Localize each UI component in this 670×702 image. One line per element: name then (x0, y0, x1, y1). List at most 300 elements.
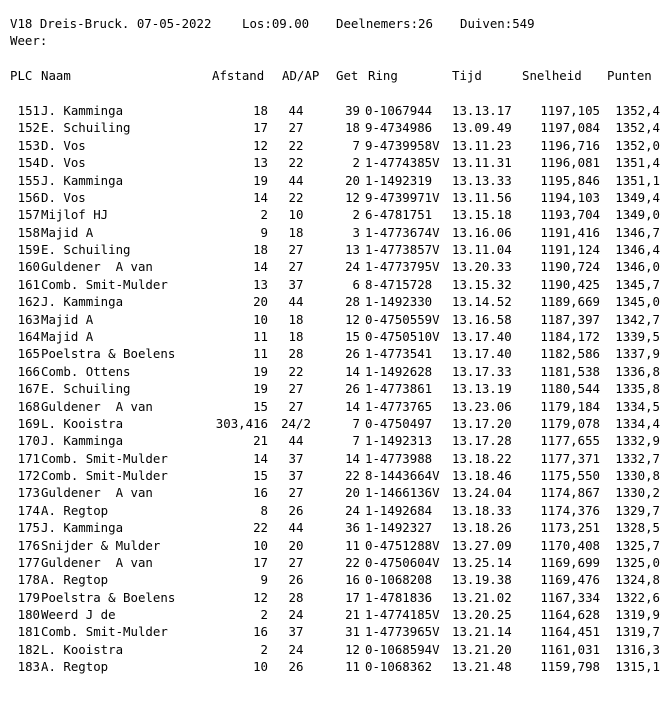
cell-plc: 176 (17, 537, 40, 553)
release-time: Los:09.00 (242, 16, 310, 31)
cell-ring: 1-1492330 (365, 294, 433, 310)
cell-ring: 1-1466136V (365, 485, 440, 501)
cell-snelheid: 1191,124 (540, 242, 600, 257)
cell-tijd: 13.15.32 (452, 276, 512, 292)
cell-tijd: 13.24.04 (452, 485, 512, 501)
cell-snelheid: 1187,397 (540, 311, 600, 327)
cell-get: 22 (345, 554, 360, 570)
cell-punten: 1332,7 (615, 450, 660, 466)
cell-get: 12 (345, 311, 360, 327)
cell-naam: Majid A (41, 328, 94, 344)
cell-naam: J. Kamminga (41, 103, 124, 118)
cell-snelheid: 1190,724 (540, 259, 600, 275)
cell-naam: Poelstra & Boelens (41, 589, 176, 605)
cell-adap: 22 (288, 363, 304, 379)
cell-get: 20 (345, 485, 360, 501)
cell-ring: 9-4739958V (365, 137, 440, 153)
cell-tijd: 13.18.33 (452, 502, 512, 518)
cell-afstand: 14 (253, 259, 268, 275)
cell-adap: 27 (288, 242, 304, 257)
cell-plc: 165 (17, 346, 40, 362)
cell-naam: Comb. Smit-Mulder (41, 450, 168, 466)
cell-snelheid: 1179,184 (540, 398, 600, 414)
cell-snelheid: 1164,451 (540, 624, 600, 640)
cell-snelheid: 1161,031 (540, 641, 600, 657)
cell-snelheid: 1194,103 (540, 189, 600, 205)
cell-get: 7 (352, 137, 360, 153)
cell-afstand: 10 (253, 311, 268, 327)
cell-plc: 153 (17, 137, 40, 153)
cell-plc: 166 (17, 363, 40, 379)
cell-afstand: 2 (260, 607, 268, 622)
cell-get: 18 (345, 120, 360, 136)
cell-get: 26 (345, 346, 360, 362)
cell-get: 14 (345, 363, 360, 379)
cell-naam: Guldener A van (41, 554, 153, 570)
pigeon-count: Duiven:549 (460, 16, 535, 31)
cell-ring: 0-4750559V (365, 311, 440, 327)
cell-tijd: 13.17.33 (452, 363, 512, 379)
cell-tijd: 13.13.17 (452, 103, 512, 118)
cell-punten: 1330,2 (615, 485, 660, 501)
cell-adap: 18 (288, 328, 304, 344)
cell-snelheid: 1196,081 (540, 155, 600, 171)
col-get: Get (336, 68, 359, 83)
cell-get: 26 (345, 381, 360, 397)
race-title: V18 Dreis-Bruck. 07-05-2022 (10, 16, 212, 31)
cell-snelheid: 1182,586 (540, 346, 600, 362)
cell-get: 14 (345, 398, 360, 414)
cell-get: 16 (345, 572, 360, 588)
cell-ring: 1-1492684 (365, 502, 433, 518)
cell-tijd: 13.11.23 (452, 137, 512, 153)
cell-afstand: 17 (253, 120, 268, 136)
cell-get: 31 (345, 624, 360, 640)
cell-tijd: 13.23.06 (452, 398, 512, 414)
cell-naam: Guldener A van (41, 485, 153, 501)
cell-naam: Weerd J de (41, 607, 116, 622)
cell-snelheid: 1177,655 (540, 433, 600, 449)
cell-ring: 1-4773988 (365, 450, 433, 466)
cell-snelheid: 1169,476 (540, 572, 600, 588)
cell-ring: 1-4773861 (365, 381, 433, 397)
cell-punten: 1337,9 (615, 346, 660, 362)
cell-get: 6 (352, 276, 360, 292)
cell-plc: 159 (17, 242, 40, 257)
cell-punten: 1345,0 (615, 294, 660, 310)
cell-plc: 168 (17, 398, 40, 414)
cell-snelheid: 1169,699 (540, 554, 600, 570)
cell-punten: 1322,6 (615, 589, 660, 605)
cell-ring: 1-4774185V (365, 607, 440, 622)
cell-get: 14 (345, 450, 360, 466)
cell-ring: 1-1492313 (365, 433, 433, 449)
cell-adap: 24 (288, 641, 304, 657)
cell-naam: L. Kooistra (41, 641, 124, 657)
cell-punten: 1352,4 (615, 120, 660, 136)
cell-adap: 44 (288, 103, 304, 118)
cell-snelheid: 1167,334 (540, 589, 600, 605)
cell-punten: 1334,5 (615, 398, 660, 414)
cell-adap: 27 (288, 554, 304, 570)
cell-snelheid: 1175,550 (540, 468, 600, 483)
cell-tijd: 13.11.31 (452, 155, 512, 171)
cell-plc: 172 (17, 468, 40, 483)
cell-snelheid: 1174,376 (540, 502, 600, 518)
cell-ring: 1-4773795V (365, 259, 440, 275)
cell-snelheid: 1196,716 (540, 137, 600, 153)
cell-get: 21 (345, 607, 360, 622)
cell-plc: 158 (17, 224, 40, 240)
cell-plc: 175 (17, 520, 40, 536)
cell-tijd: 13.19.38 (452, 572, 512, 588)
cell-punten: 1315,1 (615, 659, 660, 675)
cell-naam: Comb. Smit-Mulder (41, 624, 168, 640)
cell-punten: 1319,7 (615, 624, 660, 640)
cell-tijd: 13.18.46 (452, 468, 512, 483)
cell-adap: 44 (288, 433, 304, 449)
cell-adap: 20 (288, 537, 304, 553)
cell-naam: A. Regtop (41, 572, 109, 588)
cell-snelheid: 1180,544 (540, 381, 600, 397)
cell-get: 28 (345, 294, 360, 310)
cell-ring: 1-4774385V (365, 155, 440, 171)
col-tijd: Tijd (452, 68, 482, 83)
cell-ring: 1-4773674V (365, 224, 440, 240)
cell-naam: E. Schuiling (41, 381, 131, 397)
cell-naam: Mijlof HJ (41, 207, 109, 223)
cell-plc: 180 (17, 607, 40, 622)
cell-plc: 183 (17, 659, 40, 675)
cell-afstand: 11 (253, 328, 268, 344)
cell-snelheid: 1173,251 (540, 520, 600, 536)
cell-tijd: 13.14.52 (452, 294, 512, 310)
col-afstand: Afstand (212, 68, 265, 83)
cell-adap: 27 (288, 381, 304, 397)
cell-naam: Guldener A van (41, 259, 153, 275)
cell-snelheid: 1170,408 (540, 537, 600, 553)
cell-tijd: 13.18.26 (452, 520, 512, 536)
cell-punten: 1351,4 (615, 155, 660, 171)
cell-ring: 1-4773965V (365, 624, 440, 640)
col-adap: AD/AP (282, 68, 320, 83)
cell-get: 12 (345, 641, 360, 657)
cell-plc: 174 (17, 502, 40, 518)
cell-afstand: 12 (253, 137, 268, 153)
cell-get: 7 (352, 415, 360, 431)
cell-plc: 163 (17, 311, 40, 327)
col-naam: Naam (41, 68, 71, 83)
cell-ring: 0-1068208 (365, 572, 433, 588)
cell-snelheid: 1177,371 (540, 450, 600, 466)
cell-afstand: 14 (253, 450, 268, 466)
cell-afstand: 2 (260, 207, 268, 223)
cell-punten: 1332,9 (615, 433, 660, 449)
cell-get: 24 (345, 502, 360, 518)
cell-tijd: 13.27.09 (452, 537, 512, 553)
cell-adap: 44 (288, 520, 304, 536)
cell-punten: 1339,5 (615, 328, 660, 344)
cell-punten: 1330,8 (615, 468, 660, 483)
cell-snelheid: 1195,846 (540, 172, 600, 188)
cell-snelheid: 1193,704 (540, 207, 600, 223)
cell-afstand: 19 (253, 363, 268, 379)
cell-adap: 22 (288, 137, 304, 153)
cell-adap: 37 (288, 276, 304, 292)
cell-snelheid: 1174,867 (540, 485, 600, 501)
cell-get: 7 (352, 433, 360, 449)
cell-snelheid: 1197,084 (540, 120, 600, 136)
cell-naam: J. Kamminga (41, 294, 124, 310)
cell-naam: J. Kamminga (41, 433, 124, 449)
cell-punten: 1325,0 (615, 554, 660, 570)
cell-punten: 1329,7 (615, 502, 660, 518)
cell-ring: 9-4734986 (365, 120, 433, 136)
cell-get: 2 (352, 207, 360, 223)
cell-adap: 10 (288, 207, 304, 223)
cell-ring: 1-1492319 (365, 172, 433, 188)
cell-ring: 0-1067944 (365, 103, 433, 118)
cell-plc: 178 (17, 572, 40, 588)
cell-get: 3 (352, 224, 360, 240)
cell-ring: 1-4781836 (365, 589, 433, 605)
cell-naam: D. Vos (41, 137, 86, 153)
cell-ring: 0-4751288V (365, 537, 440, 553)
cell-afstand: 16 (253, 485, 268, 501)
cell-plc: 171 (17, 450, 40, 466)
cell-naam: Majid A (41, 311, 94, 327)
cell-naam: Comb. Smit-Mulder (41, 276, 168, 292)
cell-naam: E. Schuiling (41, 120, 131, 136)
cell-punten: 1325,7 (615, 537, 660, 553)
cell-naam: Comb. Smit-Mulder (41, 468, 168, 483)
cell-afstand: 13 (253, 276, 268, 292)
cell-afstand: 10 (253, 537, 268, 553)
cell-afstand: 16 (253, 624, 268, 640)
cell-plc: 161 (17, 276, 40, 292)
cell-tijd: 13.09.49 (452, 120, 512, 136)
cell-tijd: 13.20.25 (452, 607, 512, 622)
cell-afstand: 14 (253, 189, 268, 205)
cell-tijd: 13.15.18 (452, 207, 512, 223)
cell-get: 11 (345, 537, 360, 553)
cell-naam: J. Kamminga (41, 172, 124, 188)
cell-afstand: 19 (253, 381, 268, 397)
cell-adap: 18 (288, 224, 304, 240)
cell-punten: 1352,0 (615, 137, 660, 153)
cell-tijd: 13.17.40 (452, 328, 512, 344)
cell-snelheid: 1191,416 (540, 224, 600, 240)
cell-ring: 8-4715728 (365, 276, 433, 292)
cell-afstand: 9 (260, 224, 268, 240)
cell-tijd: 13.13.19 (452, 381, 512, 397)
cell-snelheid: 1159,798 (540, 659, 600, 675)
cell-ring: 0-4750510V (365, 328, 440, 344)
cell-plc: 181 (17, 624, 40, 640)
cell-plc: 156 (17, 189, 40, 205)
cell-adap: 44 (288, 294, 304, 310)
cell-tijd: 13.11.56 (452, 189, 512, 205)
cell-afstand: 303,416 (215, 415, 268, 431)
cell-afstand: 15 (253, 398, 268, 414)
cell-afstand: 19 (253, 172, 268, 188)
cell-punten: 1319,9 (615, 607, 660, 622)
cell-plc: 162 (17, 294, 40, 310)
cell-adap: 44 (288, 172, 304, 188)
cell-adap: 27 (288, 398, 304, 414)
cell-punten: 1336,8 (615, 363, 660, 379)
cell-naam: Snijder & Mulder (41, 537, 161, 553)
cell-plc: 167 (17, 381, 40, 397)
cell-ring: 1-1492628 (365, 363, 433, 379)
cell-ring: 1-4773541 (365, 346, 433, 362)
cell-afstand: 21 (253, 433, 268, 449)
cell-punten: 1349,0 (615, 207, 660, 223)
cell-afstand: 10 (253, 659, 268, 675)
cell-snelheid: 1164,628 (540, 607, 600, 622)
cell-ring: 0-4750604V (365, 554, 440, 570)
cell-adap: 22 (288, 189, 304, 205)
cell-get: 13 (345, 242, 360, 257)
cell-adap: 28 (288, 346, 304, 362)
cell-tijd: 13.17.40 (452, 346, 512, 362)
cell-adap: 24/2 (281, 415, 311, 431)
cell-tijd: 13.21.20 (452, 641, 512, 657)
cell-tijd: 13.11.04 (452, 242, 512, 257)
col-snelheid: Snelheid (522, 68, 582, 83)
cell-adap: 24 (288, 607, 304, 622)
cell-naam: E. Schuiling (41, 242, 131, 257)
cell-naam: D. Vos (41, 155, 86, 171)
cell-plc: 155 (17, 172, 40, 188)
cell-plc: 179 (17, 589, 40, 605)
cell-tijd: 13.21.48 (452, 659, 512, 675)
cell-ring: 1-1492327 (365, 520, 433, 536)
cell-afstand: 2 (260, 641, 268, 657)
cell-afstand: 15 (253, 468, 268, 483)
cell-get: 36 (345, 520, 360, 536)
cell-adap: 28 (288, 589, 304, 605)
cell-afstand: 13 (253, 155, 268, 171)
cell-naam: L. Kooistra (41, 415, 124, 431)
cell-plc: 160 (17, 259, 40, 275)
cell-get: 11 (345, 659, 360, 675)
cell-afstand: 12 (253, 589, 268, 605)
cell-punten: 1342,7 (615, 311, 660, 327)
cell-tijd: 13.17.20 (452, 415, 512, 431)
cell-ring: 1-4773857V (365, 242, 440, 257)
cell-tijd: 13.17.28 (452, 433, 512, 449)
cell-plc: 152 (17, 120, 40, 136)
cell-punten: 1316,3 (615, 641, 660, 657)
cell-tijd: 13.13.33 (452, 172, 512, 188)
cell-punten: 1346,4 (615, 242, 660, 257)
col-punten: Punten (607, 68, 652, 83)
col-plc: PLC (10, 68, 33, 83)
cell-punten: 1334,4 (615, 415, 660, 431)
cell-punten: 1346,7 (615, 224, 660, 240)
cell-tijd: 13.21.02 (452, 589, 512, 605)
cell-naam: Comb. Ottens (41, 363, 131, 379)
cell-adap: 27 (288, 120, 304, 136)
cell-snelheid: 1190,425 (540, 276, 600, 292)
cell-tijd: 13.16.06 (452, 224, 512, 240)
cell-plc: 182 (17, 641, 40, 657)
cell-snelheid: 1181,538 (540, 363, 600, 379)
cell-plc: 173 (17, 485, 40, 501)
cell-naam: Majid A (41, 224, 94, 240)
cell-naam: A. Regtop (41, 659, 109, 675)
cell-get: 22 (345, 468, 360, 483)
cell-punten: 1346,0 (615, 259, 660, 275)
weather-label: Weer: (10, 33, 48, 48)
cell-get: 20 (345, 172, 360, 188)
cell-adap: 27 (288, 485, 304, 501)
cell-plc: 164 (17, 328, 40, 344)
cell-adap: 22 (288, 155, 304, 171)
cell-punten: 1349,4 (615, 189, 660, 205)
cell-punten: 1335,8 (615, 381, 660, 397)
cell-ring: 8-1443664V (365, 468, 440, 483)
cell-snelheid: 1179,078 (540, 415, 600, 431)
cell-ring: 0-1068594V (365, 641, 440, 657)
cell-afstand: 9 (260, 572, 268, 588)
cell-naam: A. Regtop (41, 502, 109, 518)
cell-punten: 1324,8 (615, 572, 660, 588)
cell-naam: Guldener A van (41, 398, 153, 414)
cell-plc: 170 (17, 433, 40, 449)
cell-afstand: 22 (253, 520, 268, 536)
cell-get: 39 (345, 103, 360, 118)
cell-adap: 37 (288, 450, 304, 466)
cell-punten: 1352,4 (615, 103, 660, 118)
cell-tijd: 13.21.14 (452, 624, 512, 640)
cell-adap: 27 (288, 259, 304, 275)
cell-afstand: 18 (253, 242, 268, 257)
cell-plc: 169 (17, 415, 40, 431)
cell-punten: 1351,1 (615, 172, 660, 188)
cell-afstand: 18 (253, 103, 268, 118)
cell-punten: 1345,7 (615, 276, 660, 292)
cell-naam: D. Vos (41, 189, 86, 205)
cell-plc: 154 (17, 155, 40, 171)
cell-adap: 26 (288, 572, 304, 588)
cell-adap: 37 (288, 468, 304, 483)
cell-punten: 1328,5 (615, 520, 660, 536)
cell-adap: 18 (288, 311, 304, 327)
cell-adap: 37 (288, 624, 304, 640)
cell-naam: Poelstra & Boelens (41, 346, 176, 362)
cell-ring: 1-4773765 (365, 398, 433, 414)
cell-ring: 9-4739971V (365, 189, 440, 205)
cell-get: 17 (345, 589, 360, 605)
cell-plc: 151 (17, 103, 40, 118)
cell-tijd: 13.20.33 (452, 259, 512, 275)
cell-ring: 6-4781751 (365, 207, 433, 223)
cell-adap: 26 (288, 659, 304, 675)
cell-afstand: 17 (253, 554, 268, 570)
cell-snelheid: 1197,105 (540, 103, 600, 118)
cell-afstand: 11 (253, 346, 268, 362)
cell-afstand: 20 (253, 294, 268, 310)
col-ring: Ring (368, 68, 398, 83)
cell-afstand: 8 (260, 502, 268, 518)
cell-naam: J. Kamminga (41, 520, 124, 536)
cell-snelheid: 1189,669 (540, 294, 600, 310)
cell-snelheid: 1184,172 (540, 328, 600, 344)
participant-count: Deelnemers:26 (336, 16, 433, 31)
cell-adap: 26 (288, 502, 304, 518)
